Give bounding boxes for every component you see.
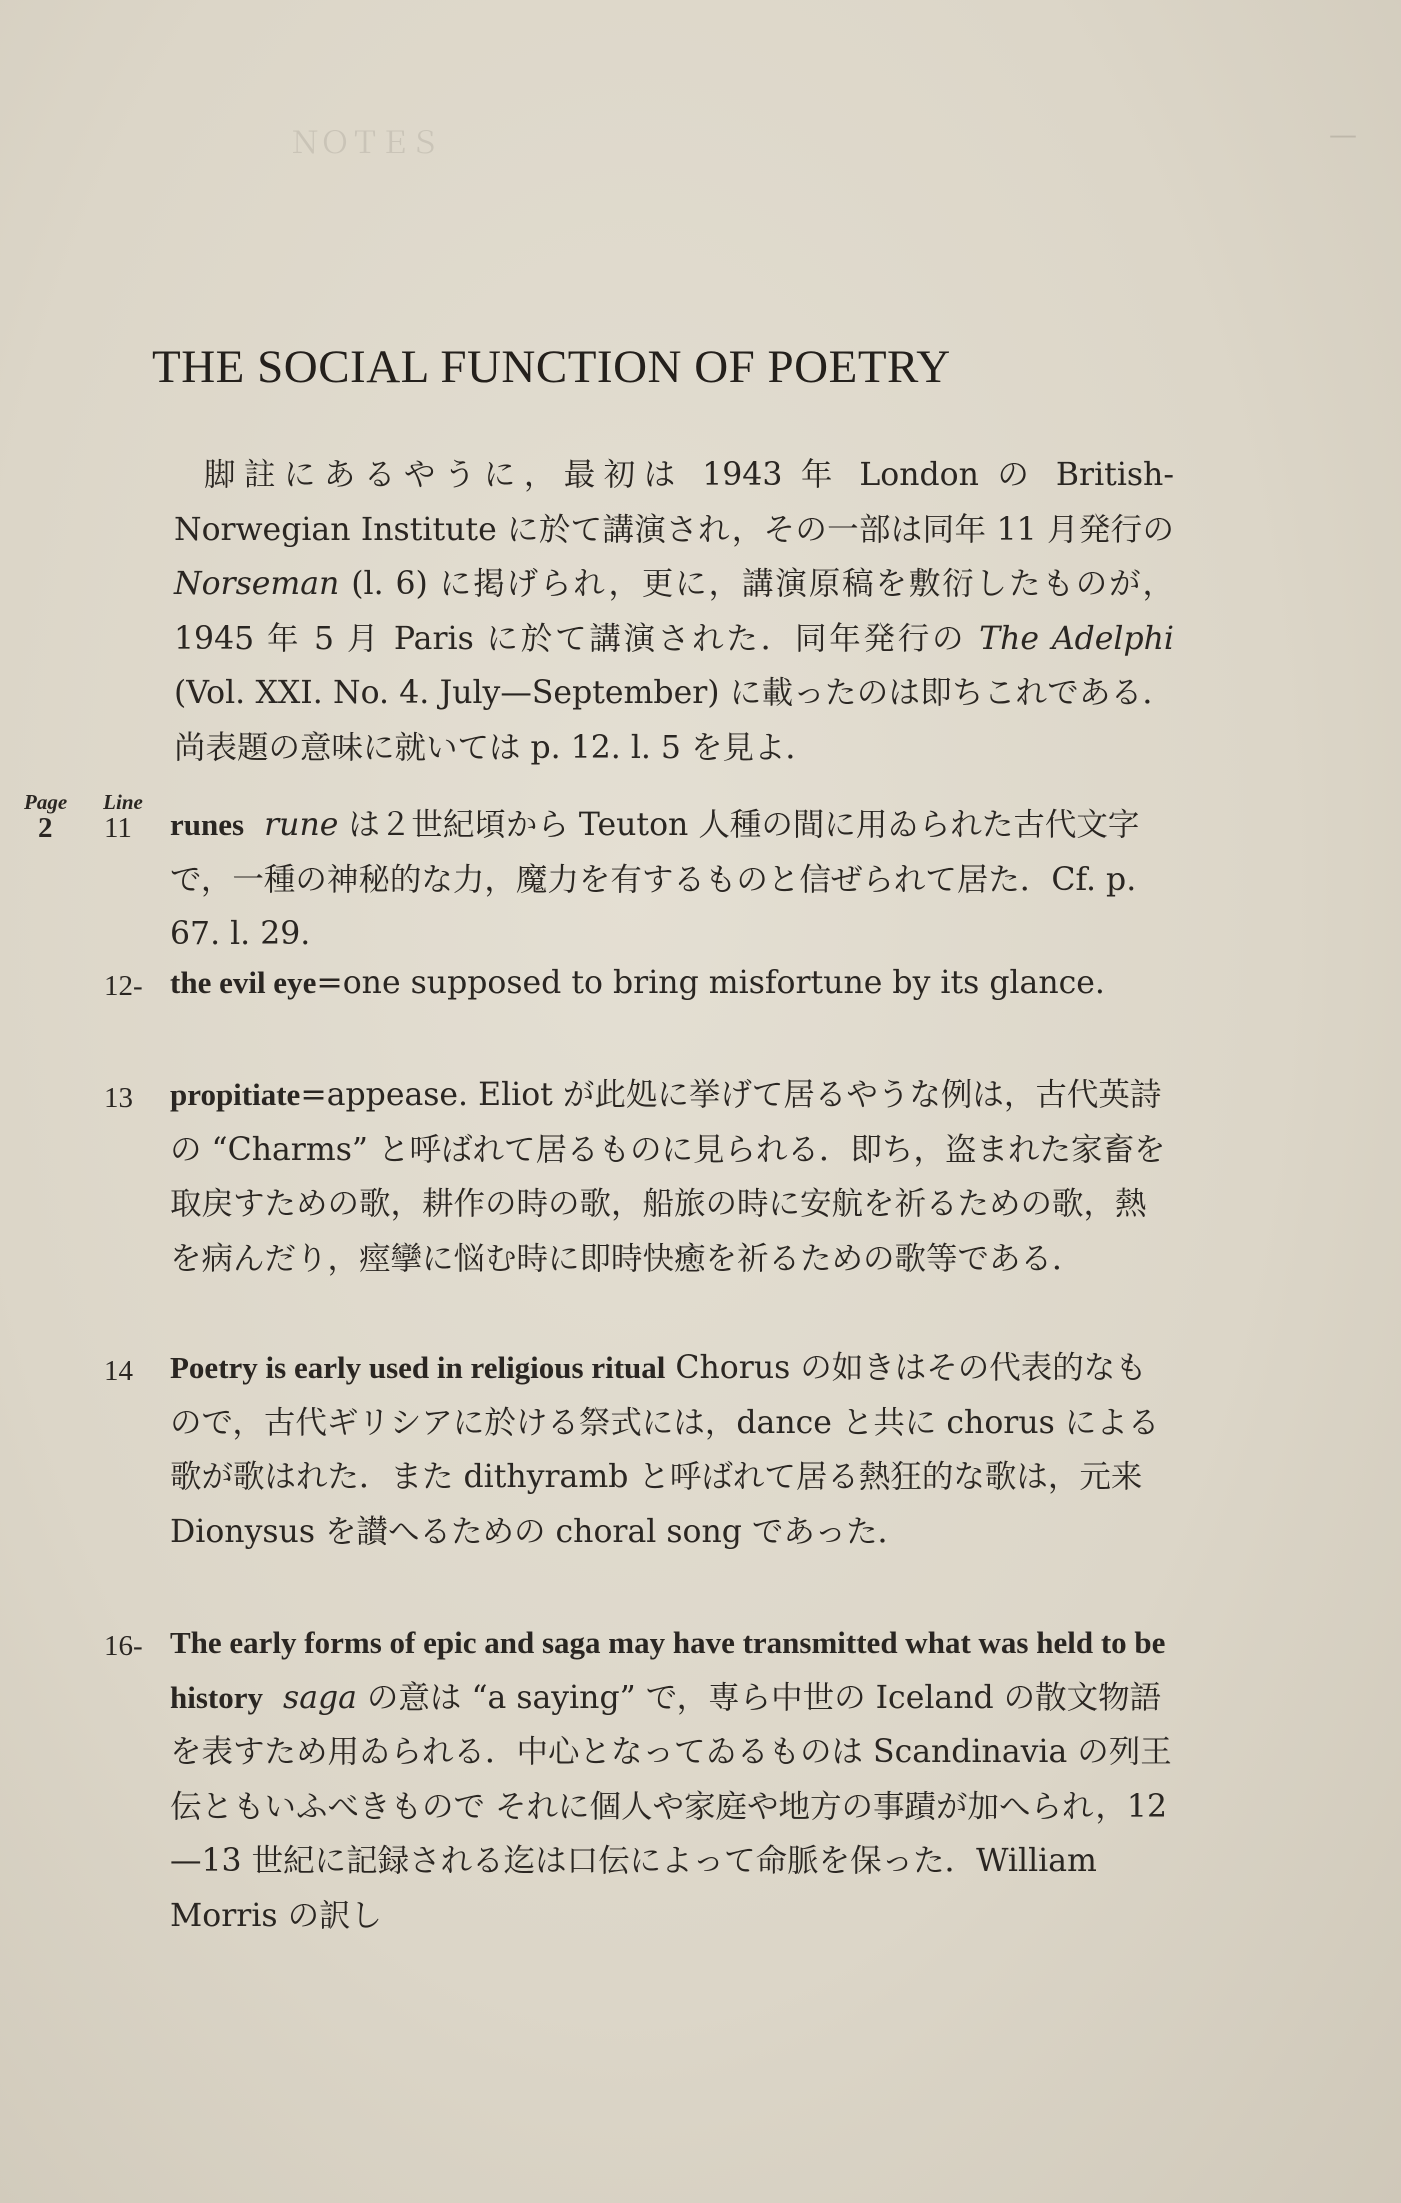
- note-headword: the evil eye: [170, 965, 317, 1000]
- note-line: 13: [104, 1082, 133, 1114]
- note-text: =appease. Eliot が此処に挙げて居るやうな例は，古代英詩の “Charms” と呼ばれて居るものに見られる．即ち，盗まれた家畜を取戻すための歌，耕作の時の歌，船旅の時に安航を祈るための歌，熱を病んだり，痙攣に悩む時に即時快癒を祈るための歌等である．: [170, 1077, 1166, 1277]
- note-line: 16-: [104, 1630, 143, 1662]
- show-through-text: ＮＯＴＥＳ: [290, 126, 440, 161]
- show-through-page-number: —: [1329, 118, 1357, 151]
- intro-text-2: (l. 6) に掲げられ，更に，講演原稿を敷衍したものが，1945 年 5 月 Paris に於て講演された．同年発行の: [174, 566, 1174, 657]
- note-headword: Poetry is early used in religious ritual: [170, 1350, 666, 1385]
- page-column-header: Page: [24, 790, 68, 814]
- note-body: [170, 1616, 1176, 1943]
- note-headword: propitiate: [170, 1077, 301, 1112]
- note-headword: The early forms of epic and saga may have transmitted what was held to be history: [170, 1625, 1166, 1715]
- note-text: Chorus の如きはその代表的なもので，古代ギリシアに於ける祭式には，dance と共に chorus による歌が歌はれた．また dithyramb と呼ばれて居る熱狂的な歌は，元来 Dionysus を讃へるための choral song であった．: [170, 1350, 1160, 1550]
- note-emphasis: rune: [264, 807, 339, 843]
- intro-adelphi: The Adelphi: [979, 620, 1174, 657]
- note-body: [170, 956, 1176, 1011]
- note-line: 11: [104, 812, 132, 844]
- note-page: 2: [38, 812, 53, 844]
- note-emphasis: saga: [283, 1679, 357, 1716]
- note-headword: runes: [170, 807, 245, 842]
- note-body: [170, 1341, 1176, 1559]
- note-text: は２世紀頃から Teuton 人種の間に用ゐられた古代文字で，一種の神秘的な力，魔力を有するものと信ぜられて居た．Cf. p. 67. l. 29.: [170, 807, 1140, 952]
- intro-paragraph: [174, 448, 1174, 775]
- intro-text-3: (Vol. XXI. No. 4. July—September) に載ったのは即ちこれである．尚表題の意味に就いては p. 12. l. 5 を見よ．: [174, 675, 1174, 766]
- note-line: 12-: [104, 970, 143, 1002]
- intro-text-1: 脚註にあるやうに，最初は 1943 年 London の British-Norwegian Institute に於て講演され，その一部は同年 11 月発行の: [174, 457, 1174, 548]
- page-title: THE SOCIAL FUNCTION OF POETRY: [152, 341, 951, 393]
- note-body: [170, 1068, 1176, 1286]
- note-text: の意は “a saying” で，専ら中世の Iceland の散文物語を表すため用ゐられる．中心となってゐるものは Scandinavia の列王伝ともいふべきもので それに個人や家庭や地方の事蹟が加へられ，12—13 世紀に記録される迄は口伝によって命脈を保った．William Morris の訳し: [170, 1679, 1172, 1934]
- intro-norseman: Norseman: [174, 566, 340, 602]
- note-body: [170, 798, 1176, 962]
- note-line: 14: [104, 1355, 133, 1387]
- line-column-header: Line: [103, 790, 143, 814]
- note-text: =one supposed to bring misfortune by its glance.: [316, 965, 1105, 1001]
